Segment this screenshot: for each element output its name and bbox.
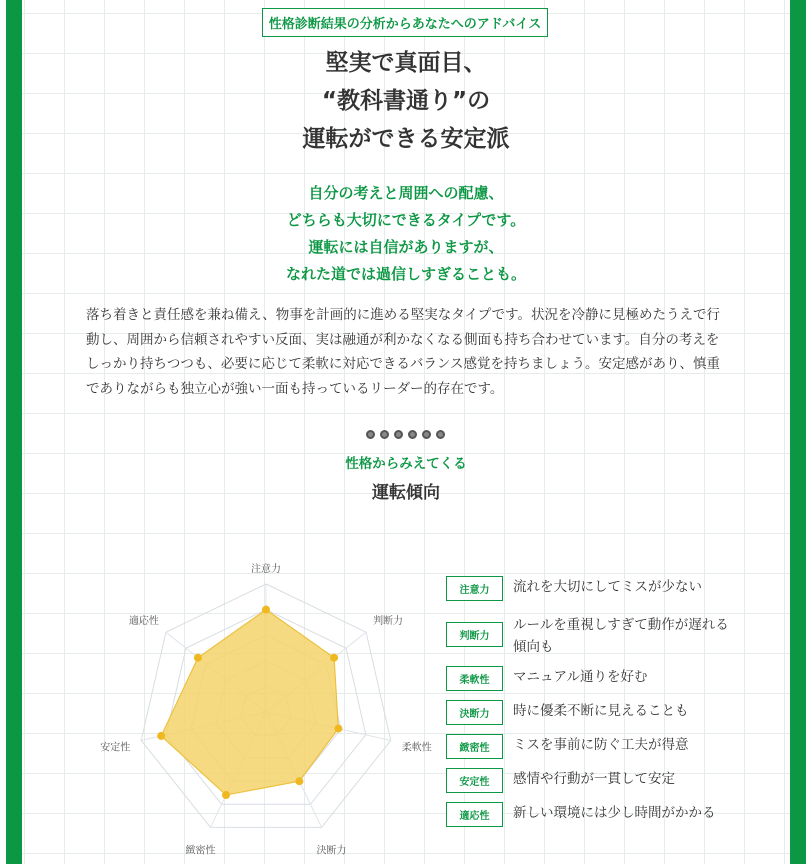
radar-axis-label: 注意力 [251, 564, 281, 575]
trait-row [446, 734, 733, 759]
advice-tag: 性格診断結果の分析からあなたへのアドバイス [262, 8, 548, 37]
lead-line-1: 自分の考えと周囲への配慮、 [308, 184, 504, 202]
radar-data-point [262, 606, 270, 614]
radar-axis-label: 適応性 [128, 616, 159, 628]
lead-line-3: 運転には自信がありますが、 [308, 238, 504, 256]
lead-line-4: なれた道では過信しすぎることも。 [285, 265, 526, 283]
trait-description: ルールを重視しすぎて動作が遅れる傾向も [513, 617, 729, 655]
trait-badge: 決断力 [446, 700, 503, 725]
section-subtitle: 性格からみえてくる [345, 456, 467, 472]
radar-data-point [334, 725, 342, 733]
radar-data-point [295, 777, 303, 785]
radar-data-area [161, 610, 338, 795]
divider-dot-icon [366, 430, 375, 439]
divider-dot-icon [380, 430, 389, 439]
divider-dot-icon [422, 430, 431, 439]
radar-axis-label: 緻密性 [185, 845, 216, 857]
trait-description: 時に優柔不断に見えることも [513, 703, 689, 719]
trait-row [446, 666, 733, 691]
headline-line-2: “教科書通り”の [321, 88, 491, 114]
trait-row [446, 700, 733, 725]
radar-axis-label: 柔軟性 [401, 742, 432, 754]
radar-axis-label: 判断力 [373, 616, 404, 628]
trait-row [446, 614, 733, 658]
radar-axis-label: 決断力 [316, 845, 347, 857]
divider-dot-icon [436, 430, 445, 439]
trait-row [446, 576, 733, 601]
trait-description: ミスを事前に防ぐ工夫が得意 [513, 737, 689, 753]
radar-data-point [194, 654, 202, 662]
lead-text [0, 180, 812, 288]
trait-badge: 柔軟性 [446, 666, 503, 691]
radar-data-point [222, 791, 230, 799]
description-paragraph: 落ち着きと責任感を兼ね備え、物事を計画的に進める堅実なタイプです。状況を冷静に見極めたうえで行動し、周囲から信頼されやすい反面、実は融通が利かなくなる側面も持ち合わせています。自分の考えをしっかり持ちつつも、必要に応じて柔軟に対応できるバランス感覚を持ちましょう。安定感があり、慎重でありながらも独立心が強い一面も持っているリーダー的存在です。 [86, 307, 720, 397]
trait-row [446, 768, 733, 793]
trait-description: 新しい環境には少し時間がかかる [513, 805, 716, 821]
section-divider-dots [366, 430, 445, 439]
trait-description: マニュアル通りを好む [513, 669, 648, 685]
section-title: 運転傾向 [372, 483, 440, 503]
trait-badge: 安定性 [446, 768, 503, 793]
radar-data-point [330, 654, 338, 662]
headline-line-3: 運転ができる安定派 [302, 126, 510, 152]
divider-dot-icon [408, 430, 417, 439]
radar-data-point [157, 732, 165, 740]
radar-axis-label: 安定性 [100, 742, 131, 754]
trait-badge: 判断力 [446, 622, 503, 647]
result-headline [0, 44, 812, 158]
trait-row [446, 802, 733, 827]
trait-badge: 注意力 [446, 576, 503, 601]
trait-description: 感情や行動が一貫して安定 [513, 771, 675, 787]
trait-badge: 適応性 [446, 802, 503, 827]
radar-chart [96, 560, 436, 860]
trait-description: 流れを大切にしてミスが少ない [513, 579, 702, 595]
lead-line-2: どちらも大切にできるタイプです。 [286, 211, 526, 229]
trait-badge: 緻密性 [446, 734, 503, 759]
headline-line-1: 堅実で真面目、 [325, 50, 487, 76]
divider-dot-icon [394, 430, 403, 439]
